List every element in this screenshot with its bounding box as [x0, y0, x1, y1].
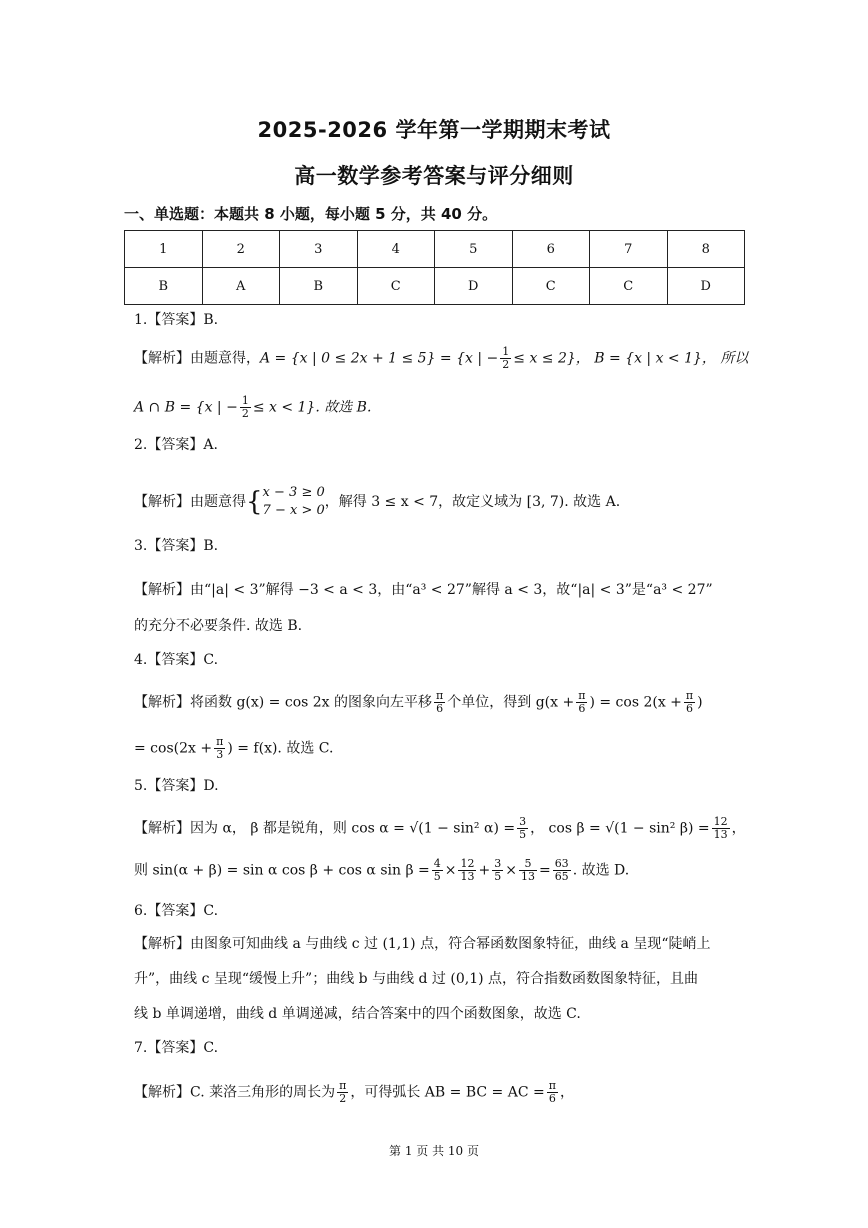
text: ， cos β = √(1 − sin² β) = [530, 820, 710, 837]
q4-solution-line2 [134, 736, 333, 761]
table-cell: 1 [125, 231, 203, 268]
text: . 故选 D. [572, 862, 630, 879]
inequality: 7 − x > 0 [262, 503, 325, 518]
fraction [458, 858, 476, 883]
text: ) = f(x). 故选 C. [227, 740, 334, 757]
text: × [505, 862, 517, 879]
fraction [519, 858, 537, 883]
table-cell: C [590, 268, 668, 305]
text: 个单位，得到 g(x + [447, 694, 575, 711]
table-cell: C [512, 268, 590, 305]
section-heading-single-choice: 一、单选题：本题共 8 小题，每小题 5 分，共 40 分。 [124, 205, 498, 223]
answer-key-subtitle: 高一数学参考答案与评分细则 [294, 164, 574, 188]
denominator: 5 [519, 828, 527, 841]
math-text: A ∩ B = {x | − [134, 399, 238, 416]
text: = [538, 862, 551, 879]
fraction [553, 858, 571, 883]
text: × [444, 862, 457, 879]
numerator: π [685, 689, 694, 702]
numerator: π [548, 1079, 556, 1092]
text: 【解析】将函数 g(x) = cos 2x 的图象向左平移 [134, 694, 433, 711]
q4-solution-line1 [134, 690, 703, 715]
q1-solution-line1 [134, 346, 748, 371]
table-cell: 3 [280, 231, 358, 268]
text: ) [697, 694, 703, 711]
q6-solution-line3: 线 b 单调递增，曲线 d 单调递减，结合答案中的四个函数图象，故选 C. [134, 1006, 581, 1022]
text: 【解析】C. 莱洛三角形的周长为 [134, 1084, 336, 1101]
denominator: 65 [554, 870, 569, 883]
text: ， [731, 820, 746, 837]
text: 【解析】由题意得 [134, 494, 246, 510]
text: 【解析】由题意得， [134, 350, 260, 367]
numerator: 1 [502, 345, 510, 358]
fraction [576, 690, 587, 715]
denominator: 2 [241, 407, 249, 420]
table-cell: 7 [590, 231, 668, 268]
q5-solution-line2 [134, 858, 629, 883]
table-cell: 5 [435, 231, 513, 268]
q7-solution-line1 [134, 1080, 574, 1105]
text: ) = cos 2(x + [589, 694, 682, 711]
q1-solution-line2 [134, 395, 371, 420]
q6-solution-line1: 【解析】由图象可知曲线 a 与曲线 c 过 (1,1) 点，符合幂函数图象特征，曲线 a 呈现“陡峭上 [134, 936, 711, 952]
denominator: 13 [520, 870, 535, 883]
inequality: x − 3 ≥ 0 [262, 485, 325, 500]
fraction [684, 690, 695, 715]
fraction [240, 395, 251, 420]
numerator: 3 [519, 815, 527, 828]
numerator: π [216, 735, 224, 748]
denominator: 13 [460, 870, 475, 883]
denominator: 2 [339, 1092, 347, 1105]
table-row-answers [125, 268, 745, 305]
inequality-system [263, 484, 325, 520]
text: + [478, 862, 491, 879]
table-row-question-numbers [125, 231, 745, 268]
denominator: 6 [548, 1092, 556, 1105]
fraction [500, 346, 511, 371]
q4-answer: 4.【答案】C. [134, 652, 219, 668]
q2-solution-line1 [134, 484, 620, 520]
table-cell: 8 [667, 231, 745, 268]
numerator: 5 [519, 858, 537, 871]
numerator: π [578, 689, 586, 702]
q7-answer: 7.【答案】C. [134, 1040, 219, 1056]
denominator: 2 [502, 358, 510, 371]
numerator: 12 [713, 815, 728, 828]
denominator: 13 [713, 828, 728, 841]
fraction [547, 1080, 558, 1105]
numerator: π [339, 1079, 347, 1092]
table-cell: A [202, 268, 280, 305]
q5-solution-line1 [134, 816, 746, 841]
text: 【解析】因为 α， β 都是锐角，则 cos α = √(1 − sin² α) = [134, 820, 516, 837]
numerator: 4 [433, 857, 441, 870]
answer-table [124, 230, 745, 305]
fraction [337, 1080, 348, 1105]
math-text: A = {x | 0 ≤ 2x + 1 ≤ 5} = {x | − [260, 350, 499, 367]
numerator: 1 [241, 394, 249, 407]
table-cell: B [280, 268, 358, 305]
denominator: 6 [686, 702, 694, 715]
text: ，解得 3 ≤ x < 7，故定义域为 [3, 7). 故选 A. [324, 494, 621, 510]
brace: { [246, 487, 263, 517]
text: 则 sin(α + β) = sin α cos β + cos α sin β = [134, 862, 430, 879]
numerator: π [436, 689, 444, 702]
page-footer: 第 1 页 共 10 页 [389, 1144, 479, 1158]
denominator: 6 [436, 702, 444, 715]
q3-solution-line2: 的充分不必要条件. 故选 B. [134, 618, 303, 634]
table-cell: D [667, 268, 745, 305]
table-cell: D [435, 268, 513, 305]
numerator: 63 [554, 857, 569, 870]
fraction [432, 858, 443, 883]
q2-answer: 2.【答案】A. [134, 437, 218, 453]
q3-answer: 3.【答案】B. [134, 538, 219, 554]
fraction [517, 816, 528, 841]
denominator: 6 [578, 702, 586, 715]
denominator: 3 [216, 748, 224, 761]
exam-title: 2025-2026 学年第一学期期末考试 [257, 118, 611, 142]
math-text: ≤ x ≤ 2}， B = {x | x < 1}， 所以 [513, 350, 749, 367]
denominator: 5 [433, 870, 441, 883]
text: = cos(2x + [134, 740, 213, 757]
denominator: 5 [494, 870, 502, 883]
math-text: ≤ x < 1}. 故选 B. [252, 399, 372, 416]
fraction [712, 816, 730, 841]
numerator: 12 [460, 857, 475, 870]
numerator: 3 [494, 857, 502, 870]
q3-solution-line1: 【解析】由“|a| < 3”解得 −3 < a < 3，由“a³ < 27”解得 a < 3，故“|a| < 3”是“a³ < 27” [134, 582, 713, 598]
text: ，可得弧长 AB = BC = AC = [350, 1084, 545, 1101]
fraction [214, 736, 225, 761]
table-cell: 6 [512, 231, 590, 268]
fraction [492, 858, 503, 883]
table-cell: 4 [357, 231, 435, 268]
table-cell: B [125, 268, 203, 305]
q5-answer: 5.【答案】D. [134, 778, 219, 794]
table-cell: 2 [202, 231, 280, 268]
q6-solution-line2: 升”，曲线 c 呈现“缓慢上升”；曲线 b 与曲线 d 过 (0,1) 点，符合指数函数图象特征，且曲 [134, 971, 699, 987]
q6-answer: 6.【答案】C. [134, 903, 219, 919]
text: ， [559, 1084, 574, 1101]
fraction [434, 690, 445, 715]
q1-answer: 1.【答案】B. [134, 312, 219, 328]
table-cell: C [357, 268, 435, 305]
